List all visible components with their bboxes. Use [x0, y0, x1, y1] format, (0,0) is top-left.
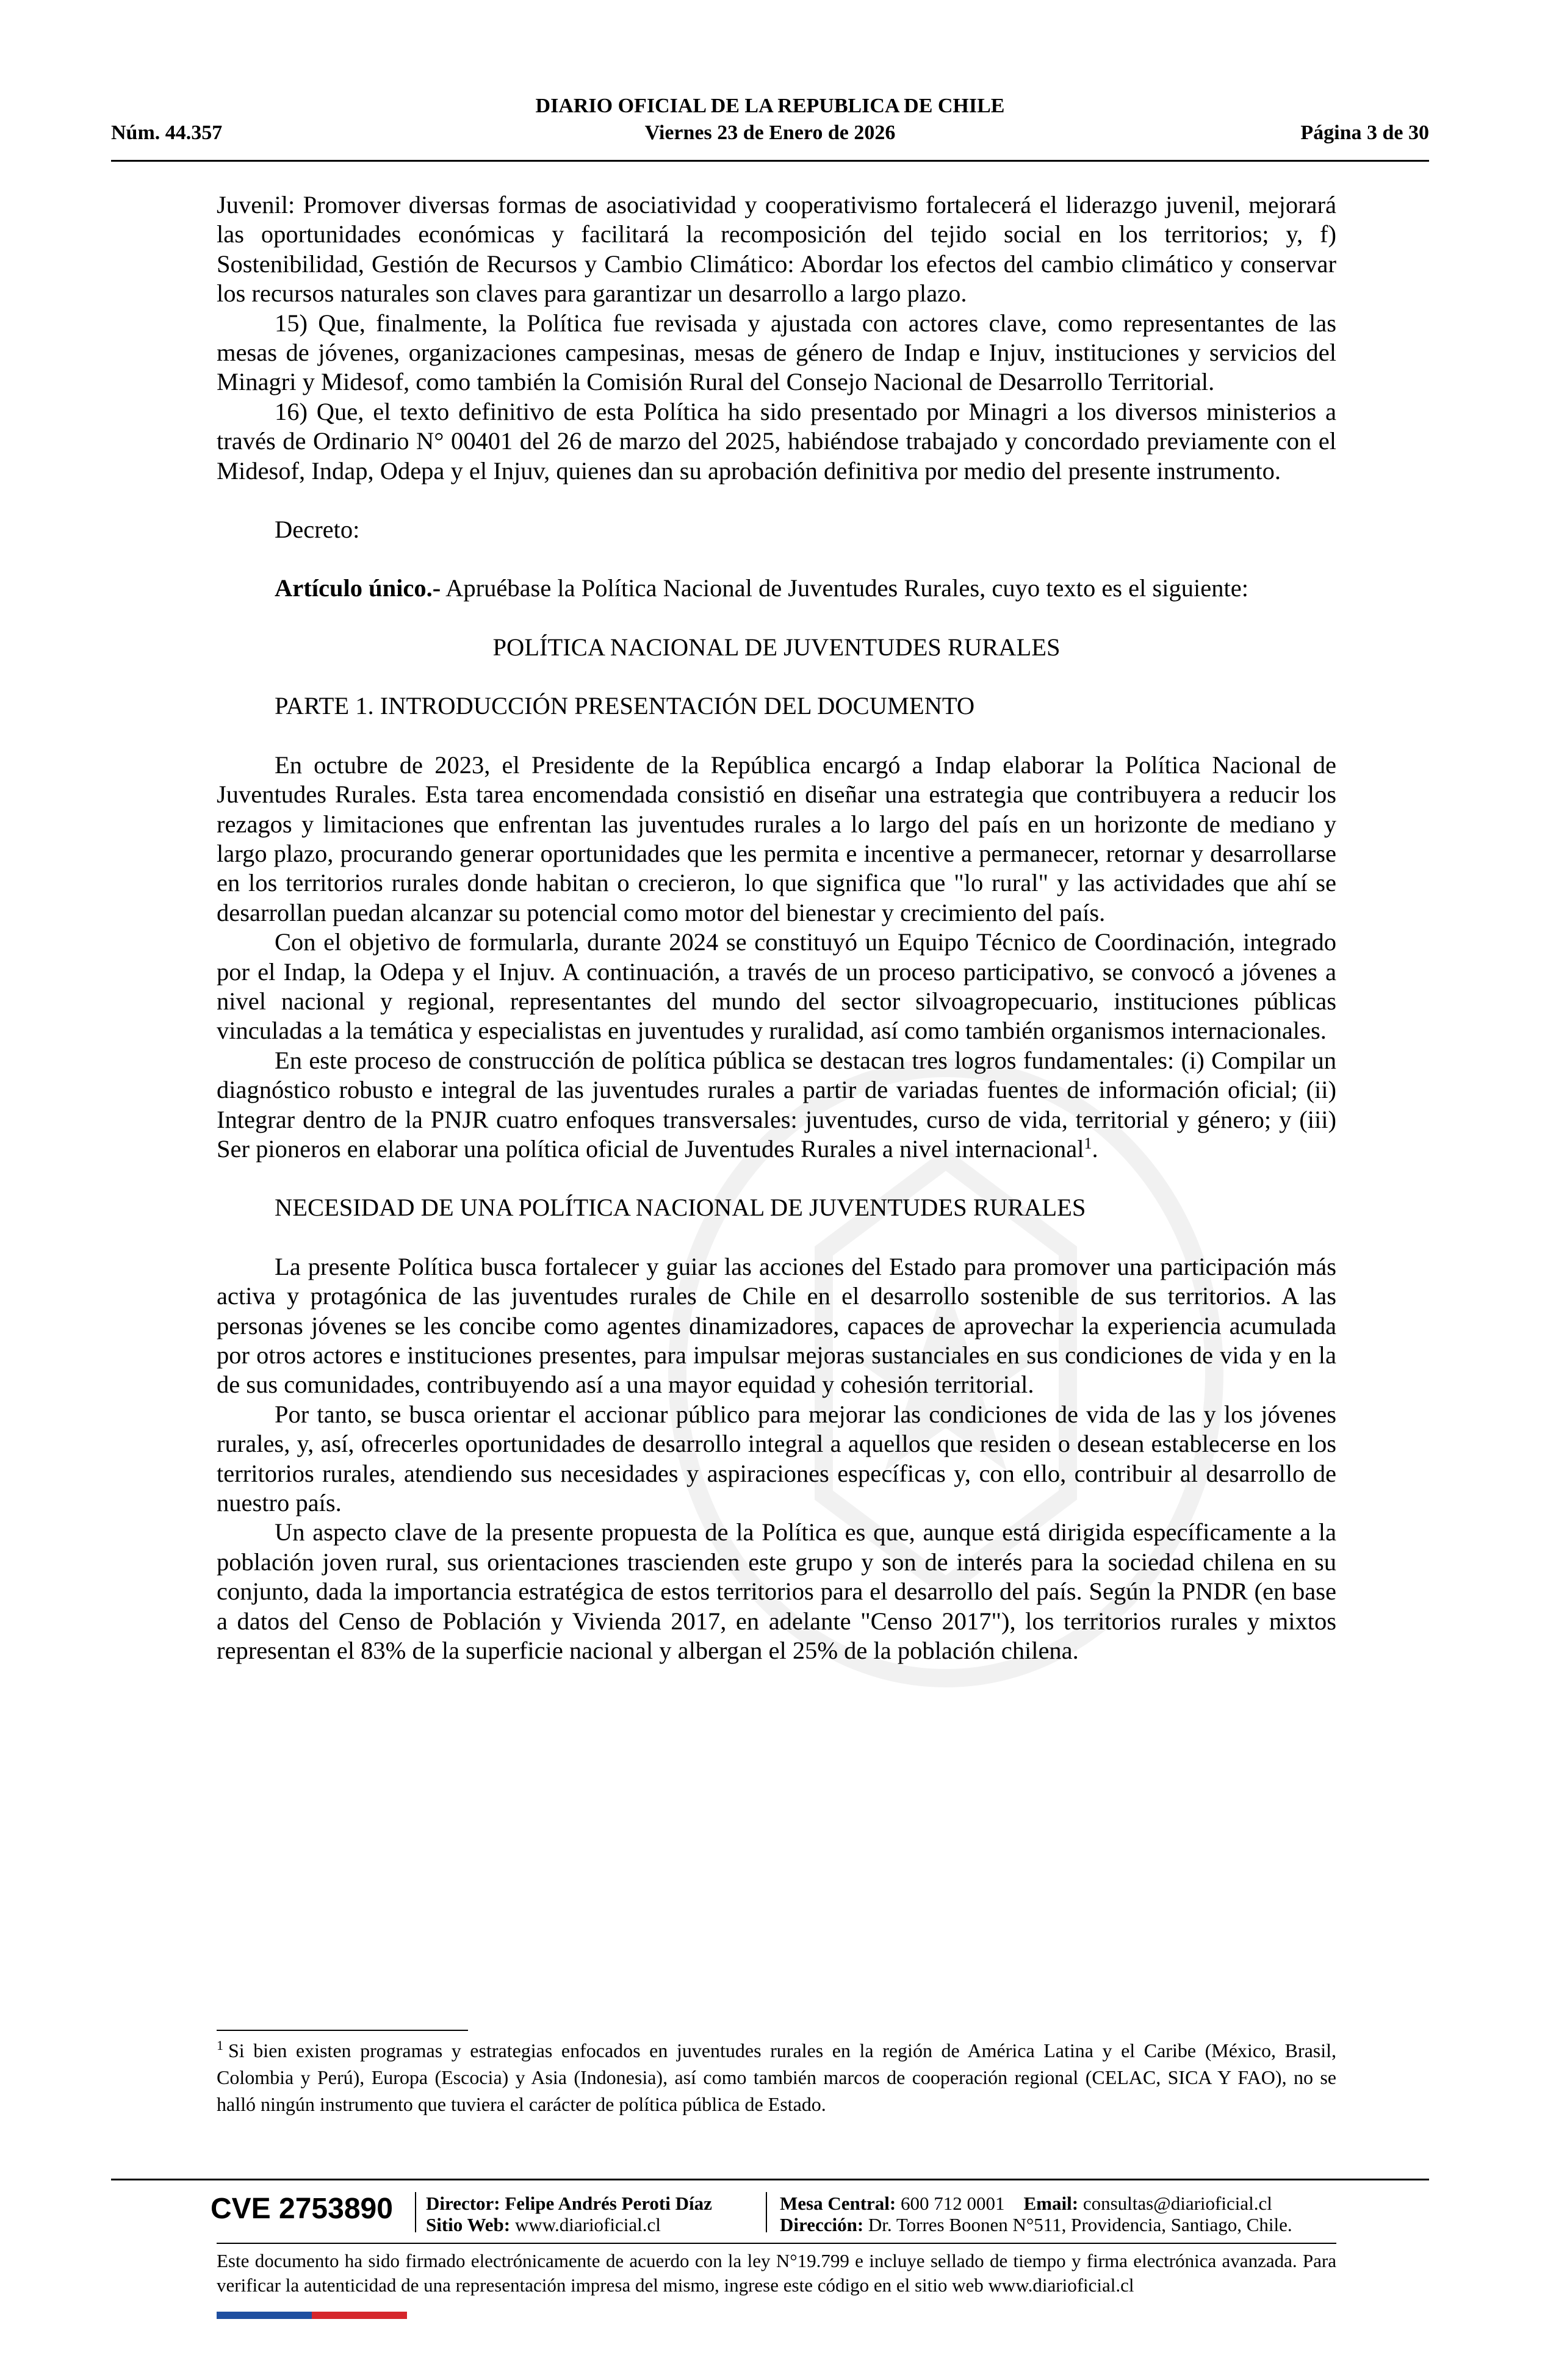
paragraph-1: Juvenil: Promover diversas formas de asociatividad y cooperativismo fortalecerá el liderazgo juvenil, mejorará las oportunidades económicas y facilitará la recomposición del tejido social en los territorios; y, f) Sostenibilidad, Gestión de Recursos y Cambio Climático: Abordar los efectos del cambio climático y conservar los recursos naturales son claves para garantizar un desarrollo a largo plazo.	[217, 191, 1336, 308]
necesidad-heading: NECESIDAD DE UNA POLÍTICA NACIONAL DE JUVENTUDES RURALES	[275, 1194, 1086, 1222]
cve-code: CVE 2753890	[211, 2193, 393, 2225]
page-header	[111, 93, 1429, 162]
articulo-unico	[217, 574, 1336, 603]
footer-contact-block: Mesa Central: 600 712 0001 Email: consultas@diarioficial.cl Dirección: Dr. Torres Boonen N°511, Providencia, Santiago, Chile.	[780, 2193, 1292, 2235]
paragraph-necesidad-2: Por tanto, se busca orientar el accionar público para mejorar las condiciones de vida de las y los jóvenes rurales, y, así, ofrecerles oportunidades de desarrollo integral a aquellos que residen o desean establecerse en los territorios rurales, atendiendo sus necesidades y aspiraciones específicas y, con ello, contribuir al desarrollo de nuestro país.	[217, 1400, 1336, 1517]
paragraph-16: 16) Que, el texto definitivo de esta Política ha sido presentado por Minagri a los diversos ministerios a través de Ordinario N° 00401 del 26 de marzo del 2025, habiéndose trabajado y concordado previamente con el Midesof, Indap, Odepa y el Injuv, quienes dan su aprobación definitiva por medio del presente instrumento.	[217, 397, 1336, 485]
issue-date: Viernes 23 de Enero de 2026	[644, 121, 896, 144]
director-name: Felipe Andrés Peroti Díaz	[505, 2193, 712, 2214]
journal-title: DIARIO OFICIAL DE LA REPUBLICA DE CHILE	[535, 95, 1005, 117]
electronic-signature-notice: Este documento ha sido firmado electrónicamente de acuerdo con la ley N°19.799 e incluye sellado de tiempo y firma electrónica avanzada. Para verificar la autenticidad de una representación impresa del mismo, ingrese este código en el sitio web www.diarioficial.cl	[217, 2250, 1336, 2296]
articulo-text: Apruébase la Política Nacional de Juventudes Rurales, cuyo texto es el siguiente:	[441, 574, 1248, 602]
footnote-reference[interactable]: 1	[1084, 1134, 1092, 1152]
footnote-text: Si bien existen programas y estrategias enfocados en juventudes rurales en la región de América Latina y el Caribe (México, Brasil, Colombia y Perú), Europa (Escocia) y Asia (Indonesia), así como también marcos de cooperación regional (CELAC, SICA Y FAO), no se halló ningún instrumento que tuviera el carácter de política pública de Estado.	[217, 2039, 1336, 2115]
flag-stripe-red	[312, 2312, 407, 2319]
flag-stripe-blue	[217, 2312, 312, 2319]
footnote-divider	[217, 2030, 468, 2031]
decreto-label: Decreto:	[275, 516, 360, 544]
part1-heading: PARTE 1. INTRODUCCIÓN PRESENTACIÓN DEL DOCUMENTO	[275, 692, 975, 720]
site-link[interactable]: www.diarioficial.cl	[514, 2214, 661, 2235]
paragraph-intro-2: Con el objetivo de formularla, durante 2024 se constituyó un Equipo Técnico de Coordinación, integrado por el Indap, la Odepa y el Injuv. A continuación, a través de un proceso participativo, se convocó a jóvenes a nivel nacional y regional, representantes del mundo del sector silvoagropecuario, instituciones públicas vinculadas a la temática y especialistas en juventudes y ruralidad, así como también organismos internacionales.	[217, 928, 1336, 1045]
footer-divider	[111, 2179, 1429, 2180]
paragraph-15: 15) Que, finalmente, la Política fue revisada y ajustada con actores clave, como representantes de las mesas de jóvenes, organizaciones campesinas, mesas de género de Indap e Injuv, instituciones y servicios del Minagri y Midesof, como también la Comisión Rural del Consejo Nacional de Desarrollo Territorial.	[217, 309, 1336, 396]
policy-title: POLÍTICA NACIONAL DE JUVENTUDES RURALES	[492, 633, 1061, 661]
footnote	[217, 2037, 1336, 2118]
footer-separator	[415, 2192, 416, 2232]
flag-stripe	[217, 2312, 407, 2319]
footer-director-block: Director: Felipe Andrés Peroti Díaz Sitio Web: www.diarioficial.cl	[426, 2193, 712, 2235]
paragraph-necesidad-1: La presente Política busca fortalecer y guiar las acciones del Estado para promover una participación más activa y protagónica de las juventudes rurales de Chile en el desarrollo sostenible de sus territorios. A las personas jóvenes se les concibe como agentes dinamizadores, capaces de aprovechar la experiencia acumulada por otros actores e instituciones presentes, para impulsar mejoras sustanciales en sus condiciones de vida y en la de sus comunidades, contribuyendo así a una mayor equidad y cohesión territorial.	[217, 1252, 1336, 1399]
paragraph-intro-3: En este proceso de construcción de política pública se destacan tres logros fundamentales: (i) Compilar un diagnóstico robusto e integral de las juventudes rurales a partir de variadas fuentes de información oficial; (ii) Integrar dentro de la PNJR cuatro enfoques transversales: juventudes, curso de vida, territorial y género; y (iii) Ser pioneros en elaborar una política oficial de Juventudes Rurales a nivel internacional$^1$.	[217, 1046, 1336, 1163]
paragraph-intro-1: En octubre de 2023, el Presidente de la República encargó a Indap elaborar la Política Nacional de Juventudes Rurales. Esta tarea encomendada consistió en diseñar una estrategia que contribuyera a reducir los rezagos y limitaciones que enfrentan las juventudes rurales a lo largo del país en un horizonte de mediano y largo plazo, procurando generar oportunidades que les permita e incentive a permanecer, retornar y desarrollarse en los territorios rurales donde habitan o crecieron, lo que significa que "lo rural" y las actividades que ahí se desarrollan puedan alcanzar su potencial como motor del bienestar y crecimiento del país.	[217, 751, 1336, 926]
address: Dr. Torres Boonen N°511, Providencia, Santiago, Chile.	[868, 2214, 1292, 2235]
email-link[interactable]: consultas@diarioficial.cl	[1082, 2193, 1272, 2214]
footer-separator	[766, 2192, 767, 2232]
footnote-mark: 1	[217, 2038, 223, 2053]
footer-divider-2	[217, 2243, 1336, 2244]
page-number: Página 3 de 30	[1300, 121, 1429, 144]
paragraph-necesidad-3: Un aspecto clave de la presente propuesta de la Política es que, aunque está dirigida específicamente a la población joven rural, sus orientaciones trascienden este grupo y son de interés para la sociedad chilena en su conjunto, dada la importancia estratégica de estos territorios para el desarrollo del país. Según la PNDR (en base a datos del Censo de Población y Vivienda 2017, en adelante "Censo 2017"), los territorios rurales y mixtos representan el 83% de la superficie nacional y albergan el 25% de la población chilena.	[217, 1518, 1336, 1665]
issue-number: Núm. 44.357	[111, 121, 223, 144]
paragraph-intro-3-text: En este proceso de construcción de política pública se destacan tres logros fundamentales: (i) Compilar un diagnóstico robusto e integral de las juventudes rurales a partir de variadas fuentes de información oficial; (ii) Integrar dentro de la PNJR cuatro enfoques transversales: juventudes, curso de vida, territorial y género; y (iii) Ser pioneros en elaborar una política oficial de Juventudes Rurales a nivel internacional	[217, 1046, 1336, 1163]
mesa-central-phone: 600 712 0001	[901, 2193, 1005, 2214]
document-body	[217, 190, 1336, 1665]
articulo-label: Artículo único.-	[275, 574, 441, 602]
